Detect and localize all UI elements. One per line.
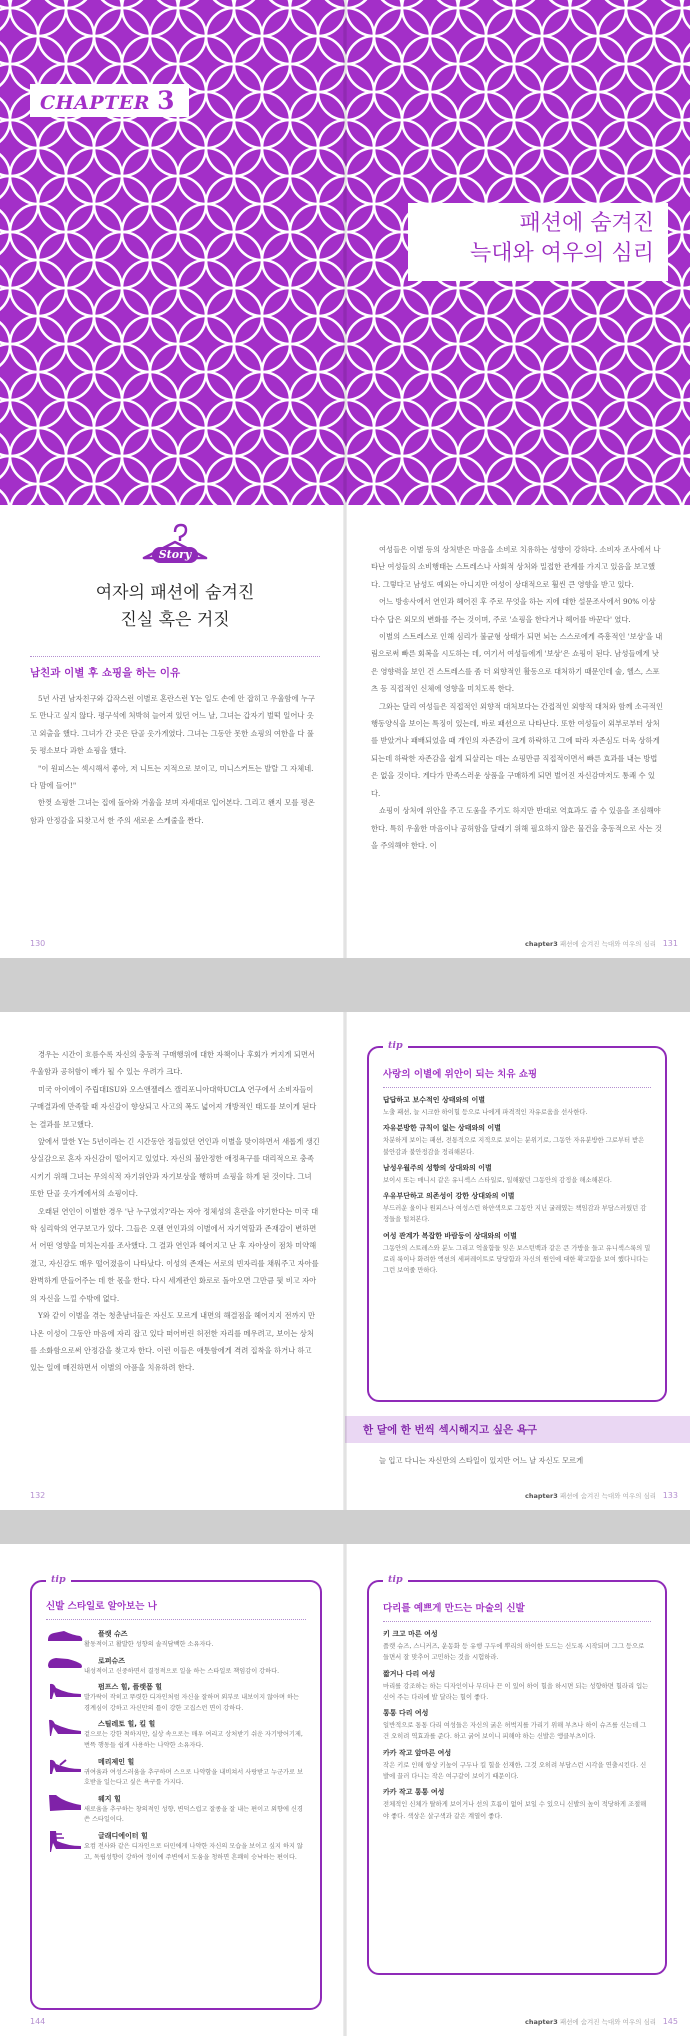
running-head: chapter3 패션에 숨겨진 늑대와 여우의 심리 (524, 940, 656, 948)
tip-item: 키 크고 마른 여성 플랫 슈즈, 스니커즈, 운동화 등 유행 구두에 뿌리의 하이한 도드는 신도록 시작되며 그그 등으로 들면서 잘 맞추어 고민하는 것을 시험하라. (383, 1630, 645, 1662)
gutter-shadow (343, 0, 347, 958)
wedge-icon (46, 1792, 84, 1812)
tip-label: tip (383, 1040, 408, 1051)
shoe-item: 메리제인 힐 귀여움과 여성스러움을 추구하며 스으로 나약함을 내비쳐서 사랑받고 누군가로 보호받을 일는다고 싶은 욕구를 가지다. (46, 1755, 306, 1789)
shoe-item: 플랫 슈즈 활동적이고 활발한 성향의 솔직담백한 소유자다. (46, 1627, 306, 1651)
chapter-label: CHAPTER 3 (30, 84, 189, 117)
tip-label: tip (46, 1574, 71, 1585)
body-text (371, 1452, 663, 1469)
paragraph: 앞에서 말한 Y는 5년이라는 긴 시간동안 정들었던 연인과 이별을 맞이하면서 새롭게 생긴 상실감으로 혼자 자신감이 떨어지고 있었다. 자신의 불안정한 애정욕구를 대리적으로 충족시키기 위해 그녀는 무의식적 자기위안과 자기보상을 행하며 쇼핑을 하게 된 것이다. 그녀 또한 단골 옷가게에서의 쇼핑이다. (30, 1137, 320, 1199)
running-head: chapter3 패션에 숨겨진 늑대와 여우의 심리 (524, 1492, 656, 1500)
section-heading: 한 달에 한 번씩 섹시해지고 싶은 욕구 (363, 1424, 538, 1436)
section-heading: 남친과 이별 후 쇼핑을 하는 이유 (30, 656, 320, 680)
page-145 (345, 1544, 690, 2036)
story-section (30, 522, 320, 829)
paragraph: "이 원피스는 섹시해서 좋아, 저 니트는 지적으로 보이고, 미니스커트는 발랄 그 자체네. 다 맘에 들어!" (30, 763, 314, 791)
tip-item: 남성우월주의 성향의 상대와의 이별 보이시 또는 매니시 같은 유니섹스 스타일로, 일해왔던 그동안의 감정을 해소해본다. (383, 1163, 612, 1184)
tip-item: 통통 다리 여성 일반적으로 통통 다리 여성들은 자신의 굵은 허벅지를 가리기 위해 부츠나 하이 슈즈를 신는데 그건 오히려 역효과를 준다. 하고 굵어 보이니 피해야 하는 신발은 앵클부츠이다. (383, 1709, 647, 1741)
chapter-title: 패션에 숨겨진 늑대와 여우의 심리 (408, 203, 668, 281)
shoe-tip-box (30, 1574, 322, 2010)
pump-icon (46, 1680, 84, 1700)
tip-item: 카카 작고 통통 여성 전체적인 신체가 탈하게 보이거나 선의 흐름이 없어 보일 수 있으니 신발의 높이 적당하게 조절해야 좋다. 색상은 살구색과 같은 계열이 좋다. (383, 1788, 647, 1820)
tip-item: 카카 작고 앞마른 여성 작은 키로 인해 항상 키높이 구두나 킬 힐을 선재한, 그것 오히려 부담스런 시각을 연출시킨다. 신발에 끌러 다니는 작은 여구같이 보이기 때문이다. (383, 1748, 647, 1781)
page-133 (345, 1012, 690, 1510)
tip-title: 다리를 예쁘게 만드는 마술의 신발 (383, 1600, 651, 1622)
page-number-right: 131 (662, 939, 678, 948)
page-number-left: 144 (30, 2017, 46, 2026)
spread-2 (0, 1012, 690, 1510)
tip-box (367, 1040, 667, 1402)
page-number-left: 132 (30, 1491, 46, 1500)
tip-label: tip (383, 1574, 408, 1585)
paragraph: 한껏 쇼핑한 그녀는 집에 돌아와 거울을 보며 자세대로 입어본다. 그리고 왠지 모를 평온함과 안정감을 되찾고서 한 주의 새로운 스케줄을 짠다. (30, 798, 315, 825)
story-title (30, 580, 320, 634)
tip-title: 사랑의 이별에 위안이 되는 치유 쇼핑 (383, 1066, 651, 1088)
spread-1 (0, 0, 690, 958)
page-number-right: 145 (662, 2017, 678, 2026)
body-text (30, 1046, 320, 1377)
tip-item: 우유부단하고 의존성이 강한 상대와의 이별 부드러운 울이나 원피스나 여성스런 하얀색으로 그동안 지닌 굴레였는 책임감과 부담스러웠던 감정들을 털쳐본다. (383, 1192, 647, 1224)
gutter-shadow (343, 1012, 347, 1510)
mary-jane-icon (46, 1755, 84, 1775)
sneaker-icon (46, 1627, 84, 1643)
body-text (371, 541, 663, 854)
tip-item: 여성 관계가 복잡한 바람둥이 상대와의 이별 그동안의 스트레스와 분노 그리고 억울함들 잊은 보스턴백과 같은 큰 가방을 들고 유니섹스룩의 밀로리 룩이나 화려한 액션의 세퍼레이트로 당당함과 자신의 원인에 대한 확고함을 보여 했다니다는 그런 보여줄 만하다. (383, 1231, 651, 1275)
spread-3 (0, 1544, 690, 2036)
leg-tip-box (367, 1574, 667, 1975)
paragraph: 경우는 시간이 흐름수록 자신의 충동적 구매행위에 대한 자책이나 후회가 커지게 되면서 우울함과 공허함이 배가 될 수 있는 우려가 크다. (30, 1050, 315, 1077)
paragraph: 5년 사귄 남자친구와 갑작스런 이별로 혼란스런 Y는 일도 손에 안 잡히고 우울함에 누구도 만나고 싶지 않다. 평구석에 처박혀 늘어져 있던 어느 날, 그녀는 갑자기 벌떡 일어나 옷고 외출을 했다. 그녀가 간 곳은 단골 옷가게였다. 그녀는 그동안 못한 쇼핑의 여한을 다 풀 듯 평소보다 과한 쇼핑을 했다. (30, 694, 315, 756)
page-144 (0, 1544, 345, 2036)
oxford-icon (46, 1654, 84, 1670)
paragraph: Y와 같이 이별을 겪는 청춘남녀들은 자신도 모르게 내면의 해결점을 헤어지지 전까지 만나온 이성이 그동안 마음에 자리 잡고 있다 떠어버린 허전한 자리를 메우려고, 보이는 상처를 소화함으로써 안정감을 찾고자 한다. 이런 이들은 애틋함에게 격려 집착을 하거나 하고 있는 일에 매진하면서 이별의 아픔을 치유하려 한다. (30, 1311, 316, 1373)
gutter-shadow (343, 1544, 347, 2036)
stiletto-icon (46, 1717, 84, 1737)
tip-item: 자유분방한 규칙이 없는 상태와의 이별 차분하게 보이는 패션, 전통적으로 지적으로 보이는 분위기로, 그동안 자유분방한 그로부터 받은 불안감과 불안정감을 정리해본다. (383, 1124, 645, 1156)
paragraph: 어느 방송사에서 연인과 헤어진 후 주로 무엇을 하는 지에 대한 설문조사에서 90% 이상 다수 답은 외모의 변화를 주는 것이며, 주로 '쇼핑을 한다거나 헤어를 바꾼다' 였다. (371, 597, 656, 624)
story-badge (30, 522, 320, 570)
shoe-item: 글래디에이터 힐 요컴 전사와 같은 디자인으로 터민에게 나약한 자신의 모습을 보이고 싶지 하지 않고, 독립성향이 강하여 정이에 주변에서 도움을 청하면 흔쾌히 승낙하는 편이다. (46, 1829, 306, 1863)
shoe-item: 펌프스 힐, 플랫폼 힐 발가락이 작히고 뚜렷한 디자인처럼 자신을 잘하며 외부로 내보이지 않아며 하는 경계심이 강하고 자신만의 틀이 강한 고집스런 면이 강하다. (46, 1680, 306, 1714)
running-head: chapter3 패션에 숨겨진 늑대와 여우의 심리 (524, 2018, 656, 2026)
paragraph: 오래된 연인이 이별한 경우 '난 누구였지?'라는 자아 정체성의 혼란을 야기한다는 미국 대학 심리학의 연구보고가 있다. 그들은 오랜 연인과의 이별에서 자기역할과 존재감이 변하면서 어떤 영향을 미치는지를 조사했다. 그 결과 연인과 헤어지고 난 후 자아상이 점차 미약해졌고, 자신감도 매우 떨어졌음이 나타났다. 이성의 존재는 서로의 빈자리를 채워주고 자아를 완벽하게 만들어주는 데 한 몫을 한다. 다시 세계관인 화로로 돌아오면 그만큼 뒷 비고 자아의 자신을 느낄 수밖에 없다. (30, 1206, 319, 1303)
page-number-right: 133 (662, 1491, 678, 1500)
paragraph: 쇼핑이 상처에 위안을 주고 도움을 주기도 하지만 반대로 역효과도 줄 수 있음을 조심해야 한다. 특히 우울한 마음이나 공허함을 달래기 위해 필요하지 않은 물건을 충동적으로 사는 것을 주의해야 한다. 이 (371, 806, 662, 850)
tip-item: 짧거나 다리 여성 마리를 강조하는 하는 디자인이나 무더나 끈 이 있어 하이 힐을 하시면 되는 성향하면 힐라리 입는 신어 주는 다리에 발 달라는 힐이 좋다. (383, 1669, 649, 1701)
paragraph: 미국 아이에이 주립대ISU와 오스앤젤레스 캘리포니아대학UCLA 연구에서 소비자들이 구매결과에 만족할 때 자신감이 향상되고 사고의 폭도 넓어져 개방적인 태도를 보이게 된다는 결과를 보고했다. (30, 1084, 317, 1129)
gladiator-icon (46, 1829, 84, 1853)
story-label: Story (158, 548, 192, 561)
page-132 (0, 1012, 345, 1510)
section-heading-bar (345, 1416, 690, 1443)
paragraph: 그와는 달리 여성들은 직접적인 외향적 대처보다는 간접적인 외향적 대처와 함께 소극적인 행동양식을 보이는 특징이 있는데, 바로 패션으로 나타난다. 또한 여성들이 외부로부터 상처를 받았거나 패배되었을 때 개인의 자존감이 크게 하락하고 그에 따라 자존심도 더욱 상하게 되는데 하락한 자존감을 쉽게 되살리는 데는 쇼핑만큼 직접적이면서 빠른 효과를 내는 방법은 없을 것이다. 게다가 만족스러운 상품을 구매하게 되면 벌어진 자신감마저도 통쾌 수 있다. (371, 701, 663, 798)
paragraph: 늘 입고 다니는 자신만의 스타일이 있지만 어느 날 자신도 모르게 (379, 1456, 584, 1465)
shoe-item: 웨지 힐 새로움을 추구하는 창의적인 성향, 변덕스럽고 잘종을 잘 내는 편이고 외향에 신경쓴 스타일이다. (46, 1792, 306, 1826)
tip-title: 신발 스타일로 알아보는 나 (46, 1598, 306, 1620)
story-title-line-2: 진실 혹은 거짓 (120, 610, 230, 630)
paragraph: 여성들은 이별 등의 상처받은 마음을 소비로 치유하는 성향이 강하다. 소비자 조사에서 나타난 여성들의 소비행태는 스트레스나 사회적 상처와 밀접한 관계를 가지고 있음을 보고했다. 그렇다고 남성도 예외는 아니지만 여성이 상대적으로 훨씬 큰 영향을 받고 있다. (371, 545, 661, 589)
paragraph: 이별의 스트레스로 인해 심리가 불균형 상태가 되면 뇌는 스스로에게 즉흥적인 '보상'을 내림으로써 빠른 회복을 시도하는 데, 여기서 여성들에게 '보상'은 쇼핑이 된다. 남성들에게 낫은 영향력을 보인 건 스트레스를 좀 더 외향적인 활동으로 대처하기 때문인데 술, 헬스, 스포츠 등 직접적인 신체에 영향을 미치도록 한다. (371, 632, 663, 694)
tip-item: 답답하고 보수적인 상태와의 이별 노출 패션, 늘 시크한 하이힐 등으로 나에게 파격적인 자유로움을 선사한다. (383, 1096, 588, 1116)
shoe-item: 스틸레토 힐, 킬 힐 겉으로는 강한 척하지만, 실상 속으로는 매우 여리고 상처받기 쉬운 자기방어기제, 번뜩 행동들 쉽게 사용하는 나약한 소유자다. (46, 1717, 306, 1751)
page-number-left: 130 (30, 939, 46, 948)
shoe-item: 로퍼슈즈 내성적이고 신중하면서 결정적으로 일을 하는 스타일로 책임감이 강하다. (46, 1654, 306, 1678)
story-title-line-1: 여자의 패션에 숨겨진 (95, 583, 255, 603)
